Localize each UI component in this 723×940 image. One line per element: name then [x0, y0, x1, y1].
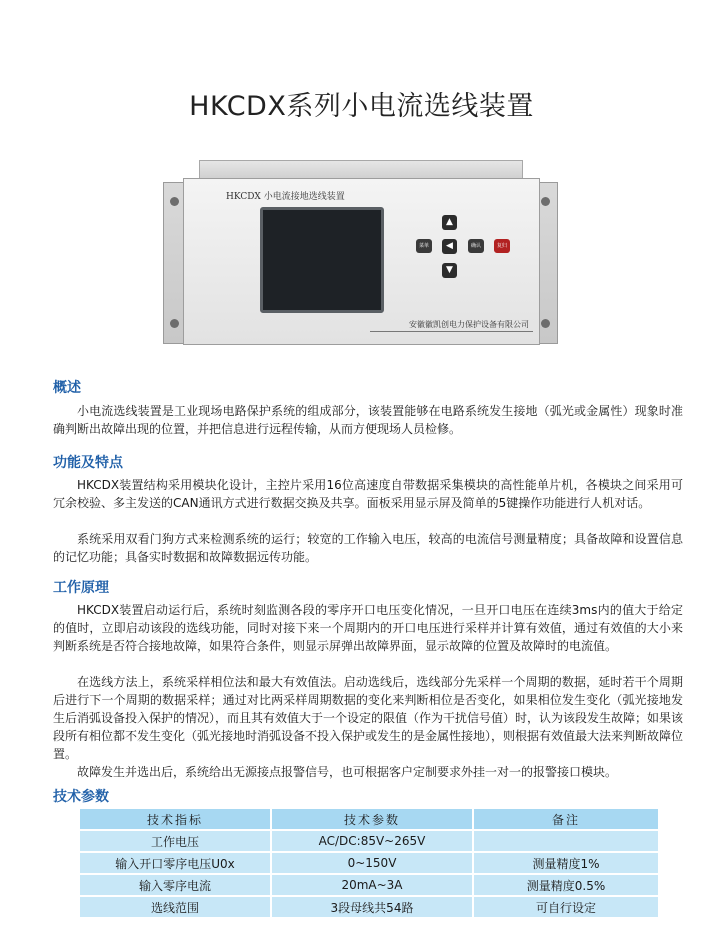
- mount-hole-icon: [170, 197, 179, 206]
- table-cell: 3段母线共54路: [271, 896, 473, 918]
- section-heading-specs: 技术参数: [53, 789, 109, 805]
- principle-paragraph-1: HKCDX装置启动运行后，系统时刻监测各段的零序开口电压变化情况，一旦开口电压在连续3ms内的值大于给定的值时，立即启动该段的选线功能，同时对接下来一个周期内的开口电压进行采样并计算有效值，通过有效值的大小来判断系统是否符合接地故障，如果符合条件，则显示屏弹出故障界面，显示故障的位置及故障时的电流值。: [53, 603, 683, 653]
- arrow-up-icon: ▲: [442, 215, 457, 230]
- table-cell: 测量精度1%: [473, 852, 659, 874]
- principle-paragraph-3: 故障发生并选出后，系统给出无源接点报警信号，也可根据客户定制要求外挂一对一的报警接口模块。: [77, 765, 618, 779]
- device-top-cover: [199, 160, 523, 180]
- table-cell: 输入零序电流: [79, 874, 271, 896]
- features-paragraph-1: HKCDX装置结构采用模块化设计，主控片采用16位高速度自带数据采集模块的高性能单片机，各模块之间采用可冗余校验、多主发送的CAN通讯方式进行数据交换及共享。面板采用显示屏及简单的5键操作功能进行人机对话。: [53, 478, 683, 510]
- reset-button: 复归: [494, 239, 510, 253]
- features-paragraph-2: 系统采用双看门狗方式来检测系统的运行；较宽的工作输入电压，较高的电流信号测量精度；具备故障和设置信息的记忆功能；具备实时数据和故障数据远传功能。: [53, 532, 683, 564]
- table-cell: 20mA~3A: [271, 874, 473, 896]
- section-heading-principle: 工作原理: [53, 580, 109, 596]
- table-header-row: [79, 808, 659, 830]
- table-cell: AC/DC:85V~265V: [271, 830, 473, 852]
- section-heading-overview: 概述: [53, 380, 81, 396]
- device-front-panel: [183, 178, 540, 345]
- arrow-down-icon: ▼: [442, 263, 457, 278]
- device-company-label: 安徽徽凯创电力保护设备有限公司: [409, 320, 529, 329]
- table-cell: 0~150V: [271, 852, 473, 874]
- table-cell: 工作电压: [79, 830, 271, 852]
- principle-paragraph-2: 在选线方法上，系统采样相位法和最大有效值法。启动选线后，选线部分先采样一个周期的数据，延时若干个周期后进行下一个周期的数据采样；通过对比两采样周期数据的变化来判断相位是否变化，如果相位发生变化（弧光接地发生后消弧设备投入保护的情况），而且其有效值大于一个设定的限值（作为干扰信号值）时，认为该段发生故障；如果该段所有相位都不发生变化（弧光接地时消弧设备不投入保护或发生的是金属性接地），则根据有效值最大法来判断故障位置。: [53, 675, 684, 761]
- divider: [370, 331, 533, 332]
- table-header-cell: 备注: [473, 808, 659, 830]
- table-cell: 选线范围: [79, 896, 271, 918]
- mount-hole-icon: [541, 197, 550, 206]
- table-cell: 输入开口零序电压U0x: [79, 852, 271, 874]
- table-row: [79, 874, 659, 896]
- mount-hole-icon: [541, 319, 550, 328]
- table-row: [79, 830, 659, 852]
- table-row: [79, 896, 659, 918]
- device-brand-label: HKCDX 小电流接地选线装置: [226, 192, 345, 202]
- menu-button: 菜单: [416, 239, 432, 253]
- arrow-left-icon: ◀: [442, 239, 457, 254]
- table-cell: 测量精度0.5%: [473, 874, 659, 896]
- device-image: [163, 160, 558, 355]
- page-title: HKCDX系列小电流选线装置: [189, 91, 534, 122]
- table-cell: 可自行设定: [473, 896, 659, 918]
- lcd-screen: [260, 207, 384, 313]
- mount-hole-icon: [170, 319, 179, 328]
- table-cell: [473, 830, 659, 852]
- overview-paragraph: 小电流选线装置是工业现场电路保护系统的组成部分，该装置能够在电路系统发生接地（弧光或金属性）现象时准确判断出故障出现的位置，并把信息进行远程传输，从而方便现场人员检修。: [53, 404, 683, 436]
- section-heading-features: 功能及特点: [53, 455, 123, 471]
- table-row: [79, 852, 659, 874]
- confirm-button: 确认: [468, 239, 484, 253]
- table-header-cell: 技术指标: [79, 808, 271, 830]
- spec-table: [78, 807, 660, 919]
- table-header-cell: 技术参数: [271, 808, 473, 830]
